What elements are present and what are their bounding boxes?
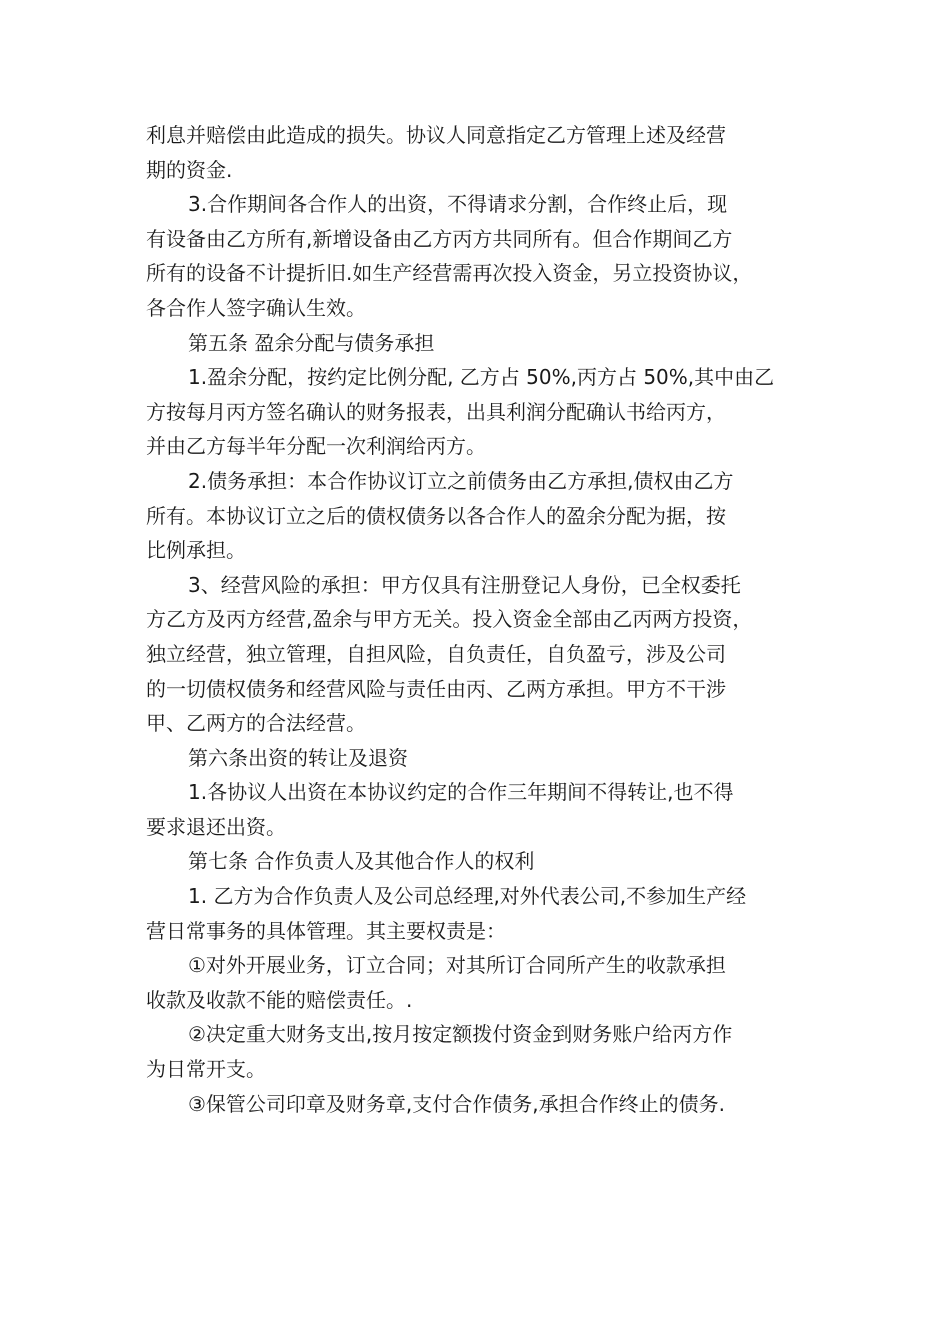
text-line: 收款及收款不能的赔偿责任。. bbox=[146, 987, 413, 1012]
text-line: 方乙方及丙方经营,盈余与甲方无关。投入资金全部由乙丙两方投资， bbox=[146, 607, 753, 632]
text-line: 比例承担。 bbox=[146, 538, 246, 563]
text-line: 的一切债权债务和经营风险与责任由丙、乙两方承担。甲方不干涉 bbox=[146, 676, 726, 701]
text-line: 1. 乙方为合作负责人及公司总经理,对外代表公司,不参加生产经 bbox=[188, 884, 747, 909]
text-line: 3.合作期间各合作人的出资，不得请求分割，合作终止后，现 bbox=[188, 192, 728, 217]
text-line: ②决定重大财务支出,按月按定额拨付资金到财务账户给丙方作 bbox=[188, 1022, 733, 1047]
text-line: 第六条出资的转让及退资 bbox=[188, 745, 408, 770]
text-line: 所有。本协议订立之后的债权债务以各合作人的盈余分配为据，按 bbox=[146, 503, 726, 528]
text-line: 为日常开支。 bbox=[146, 1057, 266, 1082]
text-line: 1.各协议人出资在本协议约定的合作三年期间不得转让,也不得 bbox=[188, 780, 734, 805]
text-line: 期的资金. bbox=[146, 157, 233, 182]
text-line: 3、经营风险的承担：甲方仅具有注册登记人身份，已全权委托 bbox=[188, 572, 741, 597]
text-line: 并由乙方每半年分配一次利润给丙方。 bbox=[146, 434, 486, 459]
text-line: 各合作人签字确认生效。 bbox=[146, 295, 366, 320]
text-line: 独立经营，独立管理，自担风险，自负责任，自负盈亏，涉及公司 bbox=[146, 641, 726, 666]
text-line: 营日常事务的具体管理。其主要权责是： bbox=[146, 918, 506, 943]
text-line: 有设备由乙方所有,新增设备由乙方丙方共同所有。但合作期间乙方 bbox=[146, 226, 733, 251]
text-line: 1.盈余分配，按约定比例分配, 乙方占 50%,丙方占 50%,其中由乙 bbox=[188, 365, 775, 390]
text-line: 第五条 盈余分配与债务承担 bbox=[188, 330, 435, 355]
text-line: 甲、乙两方的合法经营。 bbox=[146, 711, 366, 736]
text-line: 2.债务承担：本合作协议订立之前债务由乙方承担,债权由乙方 bbox=[188, 468, 734, 493]
text-line: 第七条 合作负责人及其他合作人的权利 bbox=[188, 849, 535, 874]
text-line: 利息并赔偿由此造成的损失。协议人同意指定乙方管理上述及经营 bbox=[146, 123, 726, 147]
text-line: ①对外开展业务，订立合同；对其所订合同所产生的收款承担 bbox=[188, 953, 726, 978]
text-line: 要求退还出资。 bbox=[146, 814, 286, 839]
document-body bbox=[146, 118, 810, 1121]
text-line: 所有的设备不计提折旧.如生产经营需再次投入资金，另立投资协议， bbox=[146, 261, 753, 286]
text-line: ③保管公司印章及财务章,支付合作债务,承担合作终止的债务. bbox=[188, 1091, 726, 1116]
text-line: 方按每月丙方签名确认的财务报表，出具利润分配确认书给丙方， bbox=[146, 399, 726, 424]
